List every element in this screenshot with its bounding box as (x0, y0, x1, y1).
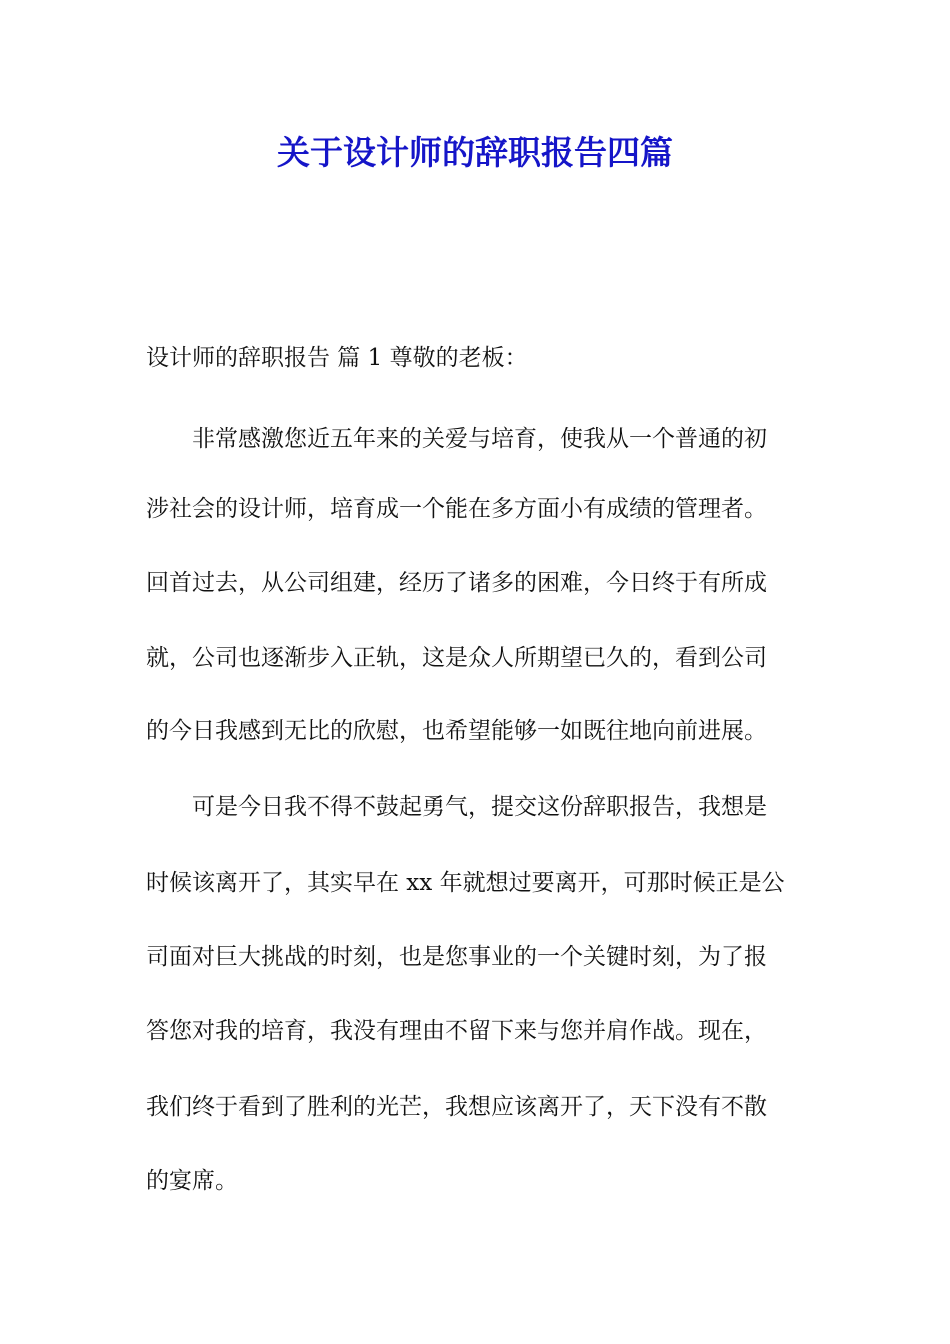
paragraph-line: 答您对我的培育，我没有理由不留下来与您并肩作战。现在， (146, 1018, 767, 1044)
paragraph-line: 的今日我感到无比的欣慰，也希望能够一如既往地向前进展。 (146, 718, 767, 744)
salutation-line: 设计师的辞职报告 篇 1 尊敬的老板： (146, 345, 528, 371)
paragraph-line: 可是今日我不得不鼓起勇气，提交这份辞职报告，我想是 (192, 794, 767, 820)
paragraph-line: 涉社会的设计师，培育成一个能在多方面小有成绩的管理者。 (146, 496, 767, 522)
paragraph-line: 的宴席。 (146, 1168, 238, 1194)
paragraph-line: 我们终于看到了胜利的光芒，我想应该离开了，天下没有不散 (146, 1094, 767, 1120)
paragraph-line: 时候该离开了，其实早在 xx 年就想过要离开，可那时候正是公 (146, 870, 785, 896)
paragraph-line: 司面对巨大挑战的时刻，也是您事业的一个关键时刻，为了报 (146, 944, 767, 970)
paragraph-line: 非常感激您近五年来的关爱与培育，使我从一个普通的初 (192, 426, 767, 452)
paragraph-line: 回首过去，从公司组建，经历了诸多的困难，今日终于有所成 (146, 570, 767, 596)
paragraph-line: 就，公司也逐渐步入正轨，这是众人所期望已久的，看到公司 (146, 645, 767, 671)
document-title: 关于设计师的辞职报告四篇 (277, 133, 673, 172)
